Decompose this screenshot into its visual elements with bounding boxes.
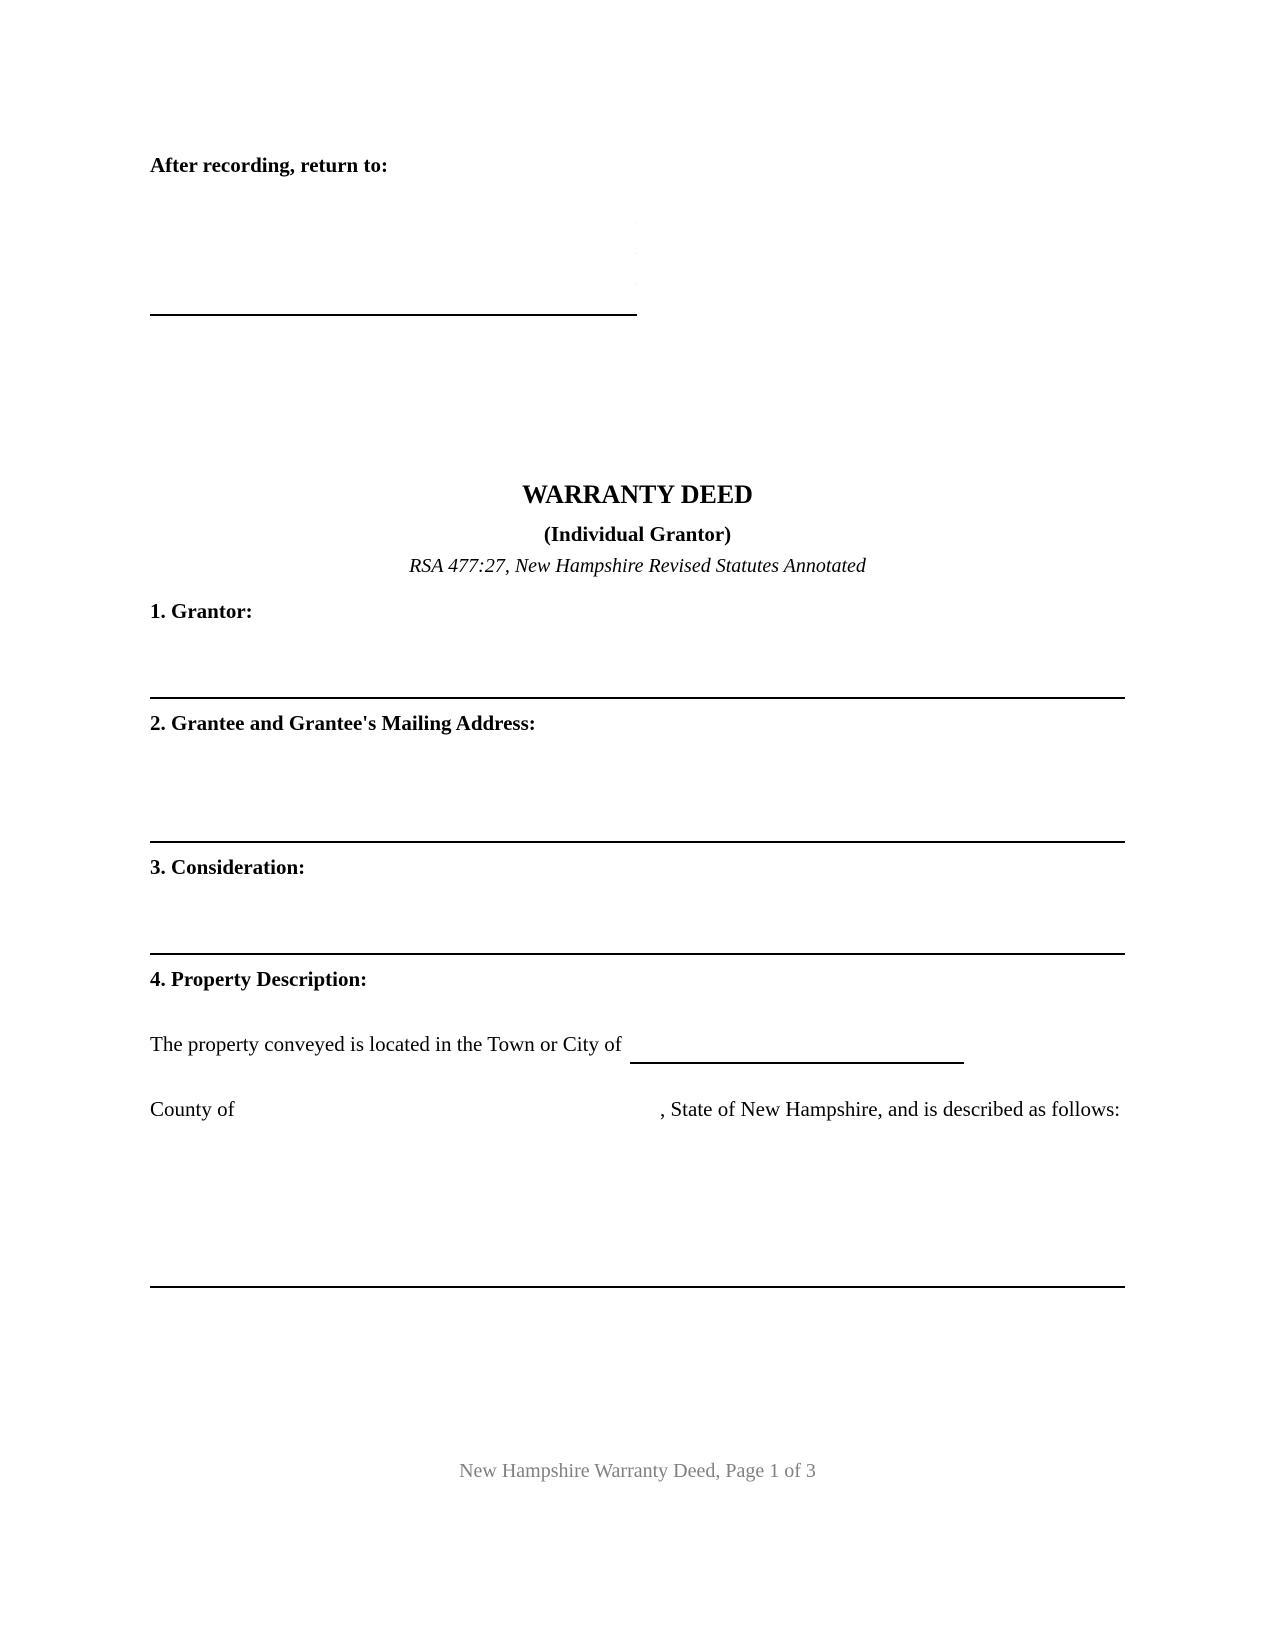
- property-location-text: The property conveyed is located in the Town or City of: [150, 1032, 622, 1056]
- consideration-line[interactable]: [150, 953, 1125, 955]
- page-footer: New Hampshire Warranty Deed, Page 1 of 3: [459, 1460, 816, 1482]
- consideration-label: 3. Consideration:: [150, 855, 306, 879]
- document-title: WARRANTY DEED: [522, 480, 753, 509]
- return-to-label: After recording, return to:: [150, 153, 388, 177]
- return-address-line[interactable]: [150, 314, 637, 316]
- county-label: County of: [150, 1097, 235, 1121]
- statute-reference: RSA 477:27, New Hampshire Revised Statutes Annotated: [409, 555, 866, 577]
- state-description-text: , State of New Hampshire, and is described as follows:: [660, 1097, 1121, 1121]
- grantee-label: 2. Grantee and Grantee's Mailing Address:: [150, 711, 536, 735]
- field-marker: [636, 253, 637, 254]
- grantee-line[interactable]: [150, 841, 1125, 843]
- property-description-label: 4. Property Description:: [150, 967, 368, 991]
- town-city-line[interactable]: [630, 1062, 964, 1064]
- grantor-line[interactable]: [150, 697, 1125, 699]
- field-marker: [636, 222, 637, 223]
- property-description-line[interactable]: [150, 1286, 1125, 1288]
- field-marker: [636, 284, 637, 285]
- grantor-label: 1. Grantor:: [150, 599, 253, 623]
- document-subtitle: (Individual Grantor): [543, 522, 732, 546]
